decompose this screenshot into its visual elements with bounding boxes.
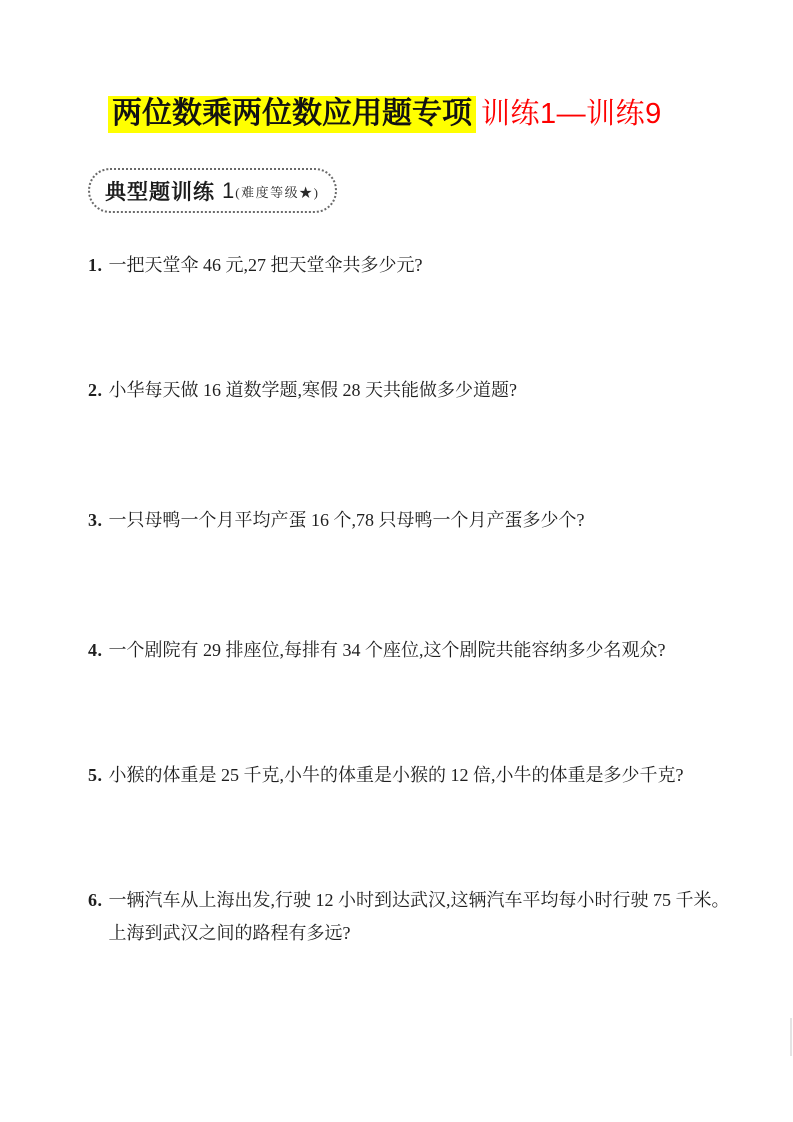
problem-6-text	[109, 884, 730, 950]
title-highlighted-text: 两位数乘两位数应用题专项	[108, 96, 476, 133]
problem-5-number: 5.	[88, 765, 103, 785]
problem-5	[88, 759, 728, 792]
problem-3-number: 3.	[88, 510, 103, 530]
section-badge-label: 典型题训练	[105, 180, 215, 204]
problem-1-line-1: 一把天堂伞 46 元,27 把天堂伞共多少元?	[108, 255, 423, 275]
problem-3-text	[109, 504, 729, 537]
problem-2	[88, 374, 728, 407]
section-badge	[88, 168, 337, 213]
problem-1-number: 1.	[88, 255, 103, 275]
problem-3	[88, 504, 728, 537]
problem-4-line-1: 一个剧院有 29 排座位,每排有 34 个座位,这个剧院共能容纳多少名观众?	[108, 640, 666, 660]
problem-5-text	[109, 759, 729, 792]
problem-6-number: 6.	[88, 890, 103, 910]
problem-6-line-1: 一辆汽车从上海出发,行驶 12 小时到达武汉,这辆汽车平均每小时行驶 75 千米。	[108, 890, 730, 910]
scan-edge-artifact	[790, 1018, 792, 1056]
problem-4-text	[109, 634, 729, 667]
problem-1	[88, 249, 728, 282]
problem-2-text	[109, 374, 729, 407]
problem-2-number: 2.	[88, 380, 103, 400]
problem-2-line-1: 小华每天做 16 道数学题,寒假 28 天共能做多少道题?	[108, 380, 517, 400]
section-badge-number: 1	[222, 177, 235, 203]
page-title	[108, 94, 662, 134]
problem-1-text	[109, 249, 729, 282]
problem-3-line-1: 一只母鸭一个月平均产蛋 16 个,78 只母鸭一个月产蛋多少个?	[108, 510, 585, 530]
problem-6	[88, 884, 728, 950]
problem-6-line-2: 上海到武汉之间的路程有多远?	[108, 923, 351, 943]
problem-4-number: 4.	[88, 640, 103, 660]
section-badge-difficulty: (难度等级★)	[235, 185, 320, 200]
problem-5-line-1: 小猴的体重是 25 千克,小牛的体重是小猴的 12 倍,小牛的体重是多少千克?	[108, 765, 684, 785]
problem-4	[88, 634, 728, 667]
title-training-range: 训练1—训练9	[481, 98, 662, 130]
